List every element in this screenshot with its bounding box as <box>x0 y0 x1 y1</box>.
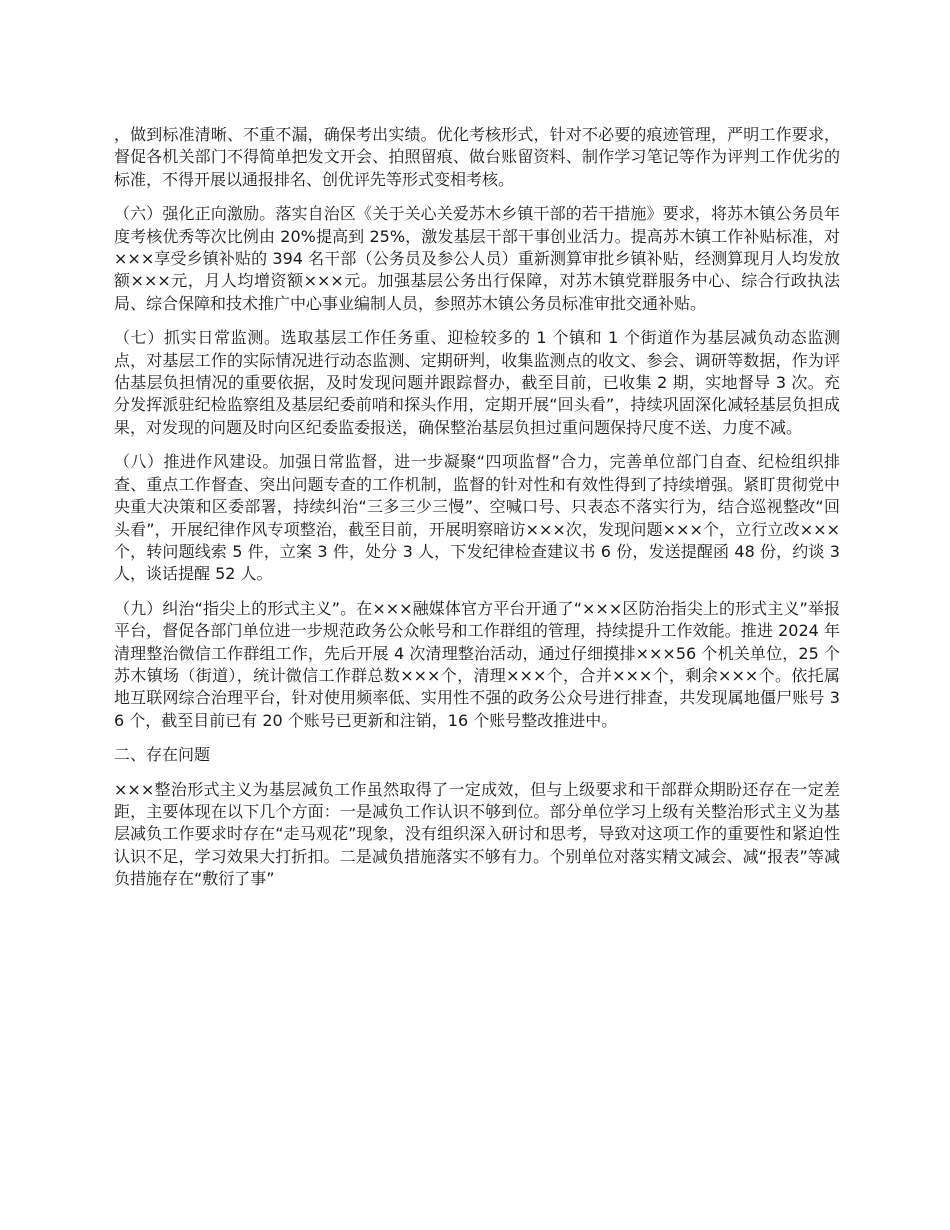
section-heading-problems: 二、存在问题 <box>114 745 211 765</box>
paragraph-incentives: （六）强化正向激励。落实自治区《关于关心关爱苏木乡镇干部的若干措施》要求，将苏木镇公务员年度考核优秀等次比例由 20%提高到 25%，激发基层干部干事创业活力。提高苏木镇工作补贴标准，对×××享受乡镇补贴的 394 名干部（公务员及参公人员）重新测算审批乡镇补贴，经测算现月人均发放额×××元，月人均增资额×××元。加强基层公务出行保障，对苏木镇党群服务中心、综合行政执法局、综合保障和技术推广中心事业编制人员，参照苏木镇公务员标准审批交通补贴。 <box>114 204 840 313</box>
document-body <box>114 124 840 903</box>
paragraph-daily-monitoring: （七）抓实日常监测。选取基层工作任务重、迎检较多的 1 个镇和 1 个街道作为基层减负动态监测点，对基层工作的实际情况进行动态监测、定期研判，收集监测点的收文、参会、调研等数据，作为评估基层负担情况的重要依据，及时发现问题并跟踪督办，截至目前，已收集 2 期，实地督导 3 次。充分发挥派驻纪检监察组及基层纪委前哨和探头作用，定期开展“回头看”，持续巩固深化减轻基层负担成果，对发现的问题及时向区纪委监委报送，确保整治基层负担过重问题保持尺度不送、力度不减。 <box>114 328 840 437</box>
paragraph-existing-problems: ×××整治形式主义为基层减负工作虽然取得了一定成效，但与上级要求和干部群众期盼还存在一定差距，主要体现在以下几个方面：一是减负工作认识不够到位。部分单位学习上级有关整治形式主义为基层减负工作要求时存在“走马观花”现象，没有组织深入研讨和思考，导致对这项工作的重要性和紧迫性认识不足，学习效果大打折扣。二是减负措施落实不够有力。个别单位对落实精文减会、减“报表”等减负措施存在“敷衍了事” <box>114 779 840 889</box>
paragraph-fingertip-formalism: （九）纠治“指尖上的形式主义”。在×××融媒体官方平台开通了“×××区防治指尖上的形式主义”举报平台，督促各部门单位进一步规范政务公众帐号和工作群组的管理，持续提升工作效能。推进 2024 年清理整治微信工作群组工作，先后开展 4 次清理整治活动，通过仔细摸排×××56 个机关单位，25 个苏木镇场（街道），统计微信工作群总数×××个，清理×××个，合并×××个，剩余×××个。依托属地互联网综合治理平台，针对使用频率低、实用性不强的政务公众号进行排查，共发现属地僵尸账号 36 个，截至目前已有 20 个账号已更新和注销，16 个账号整改推进中。 <box>114 598 840 730</box>
paragraph-assessment-form: ，做到标准清晰、不重不漏，确保考出实绩。优化考核形式，针对不必要的痕迹管理，严明工作要求，督促各机关部门不得简单把发文开会、拍照留痕、做台账留资料、制作学习笔记等作为评判工作优劣的标准，不得开展以通报排名、创优评先等形式变相考核。 <box>114 125 840 189</box>
paragraph-work-style: （八）推进作风建设。加强日常监督，进一步凝聚“四项监督”合力，完善单位部门自查、纪检组织排查、重点工作督查、突出问题专查的工作机制，监督的针对性和有效性得到了持续增强。紧盯贯彻党中央重大决策和区委部署，持续纠治“三多三少三慢”、空喊口号、只表态不落实行为，结合巡视整改“回头看”，开展纪律作风专项整治，截至目前，开展明察暗访×××次，发现问题×××个，立行立改×××个，转问题线索 5 件，立案 3 件，处分 3 人，下发纪律检查建议书 6 份，发送提醒函 48 份，约谈 3 人，谈话提醒 52 人。 <box>114 452 840 584</box>
